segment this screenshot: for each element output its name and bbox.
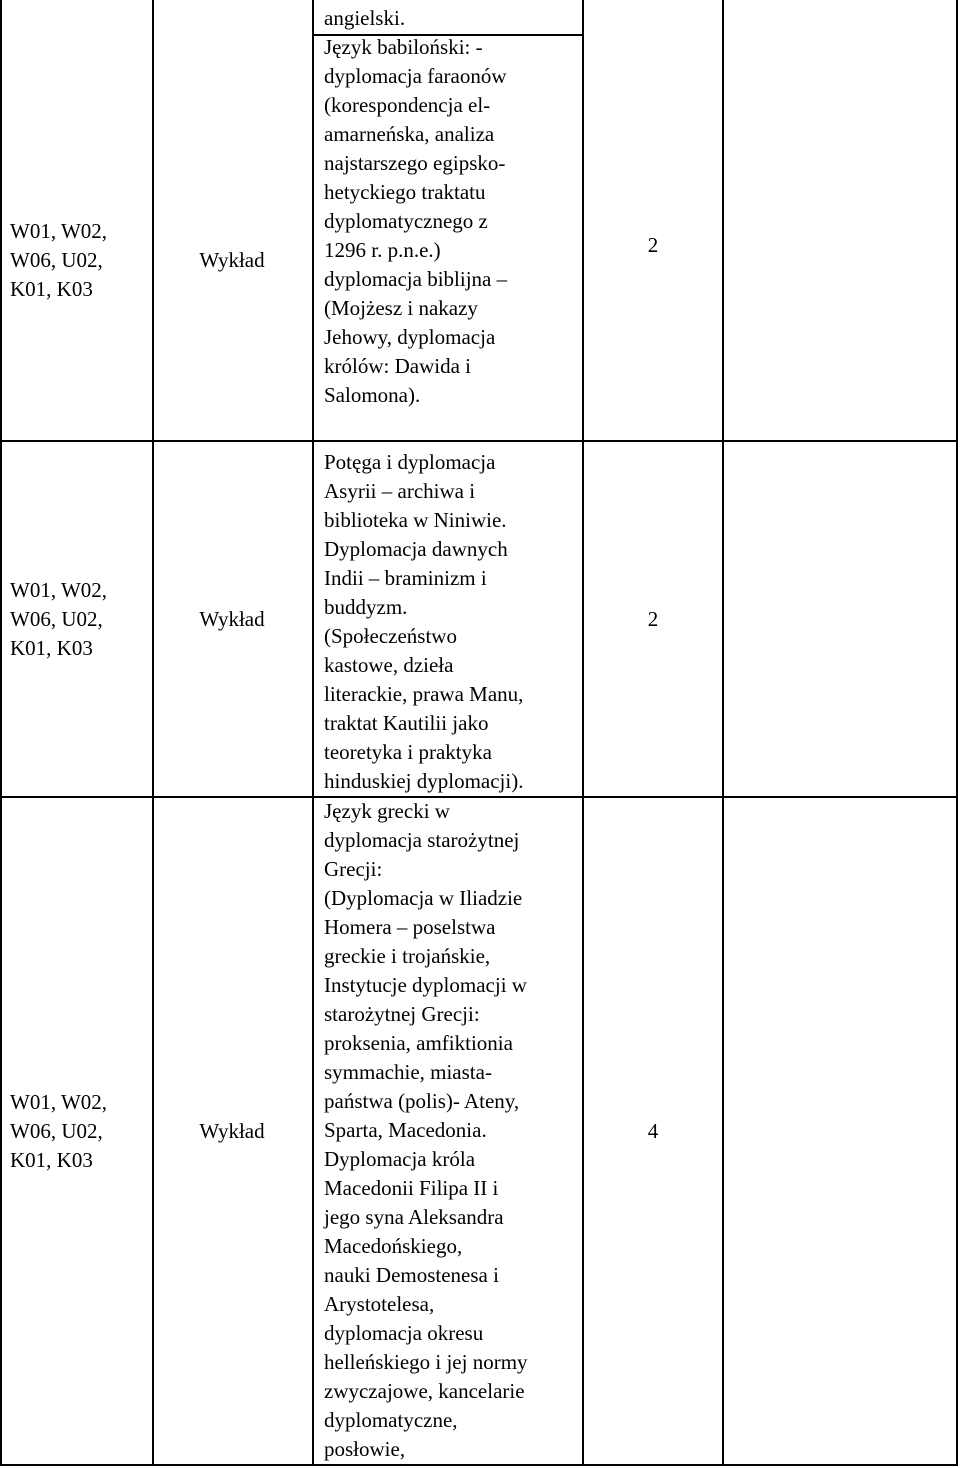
content-line: 1296 r. p.n.e.)	[324, 238, 441, 262]
content-line: najstarszego egipsko-	[324, 151, 506, 175]
content-line: literackie, prawa Manu,	[324, 682, 524, 706]
content-line: traktat Kautilii jako	[324, 711, 489, 735]
content-line: jego syna Aleksandra	[324, 1205, 504, 1229]
row-2-hours	[584, 442, 722, 796]
content-line: Język grecki w	[324, 799, 450, 823]
content-line: (Społeczeństwo	[324, 624, 457, 648]
content-line: państwa (polis)- Ateny,	[324, 1089, 520, 1113]
content-line: (Mojżesz i nakazy	[324, 296, 478, 320]
outcome-code-line: W01, W02,	[10, 218, 108, 243]
content-line: królów: Dawida i	[324, 354, 471, 378]
content-line: starożytnej Grecji:	[324, 1002, 480, 1026]
content-line: posłowie,	[324, 1437, 406, 1461]
content-line: zwyczajowe, kancelarie	[324, 1379, 525, 1403]
table-border-right	[956, 0, 958, 1466]
row-3-class-form	[154, 798, 310, 1464]
content-line: helleńskiego i jej normy	[324, 1350, 528, 1374]
content-line: Macedońskiego,	[324, 1234, 463, 1258]
content-line: dyplomatycznego z	[324, 209, 488, 233]
content-line: Grecji:	[324, 857, 383, 881]
outcome-code-line: W01, W02,	[10, 577, 108, 602]
content-line: buddyzm.	[324, 595, 408, 619]
content-line: Jehowy, dyplomacja	[324, 325, 496, 349]
content-line: kastowe, dzieła	[324, 653, 454, 677]
content-line: Instytucje dyplomacji w	[324, 973, 527, 997]
content-line: Macedonii Filipa II i	[324, 1176, 499, 1200]
row-3-learning-outcomes	[10, 798, 152, 1464]
content-line: Potęga i dyplomacja	[324, 450, 496, 474]
row-1-hours	[584, 120, 722, 370]
column-divider-4	[722, 0, 724, 1466]
row-1-class-form	[154, 120, 310, 400]
outcome-code-line: K01, K03	[10, 1147, 93, 1172]
hours-value: 2	[647, 606, 659, 631]
outcome-code-line: W06, U02,	[10, 606, 103, 631]
row-2-learning-outcomes	[10, 442, 152, 796]
table-border-left	[0, 0, 2, 1466]
hours-value: 2	[647, 232, 659, 257]
row-1-content	[324, 4, 580, 410]
content-line: Salomona).	[324, 383, 421, 407]
content-line: (korespondencja el-	[324, 93, 491, 117]
outcome-code-line: W06, U02,	[10, 247, 103, 272]
class-form-label: Wykład	[199, 247, 265, 272]
outcome-code-line: K01, K03	[10, 635, 93, 660]
class-form-label: Wykład	[199, 606, 265, 631]
content-line: symmachie, miasta-	[324, 1060, 492, 1084]
content-line: greckie i trojańskie,	[324, 944, 491, 968]
outcome-code-line: W01, W02,	[10, 1089, 108, 1114]
content-line: Dyplomacja dawnych	[324, 537, 508, 561]
content-line: Asyrii – archiwa i	[324, 479, 476, 503]
content-line: amarneńska, analiza	[324, 122, 495, 146]
content-line: Język babiloński: -	[324, 35, 483, 59]
content-line: dyplomatyczne,	[324, 1408, 458, 1432]
hours-value: 4	[647, 1118, 659, 1143]
content-line: Homera – poselstwa	[324, 915, 496, 939]
content-line: dyplomacja starożytnej	[324, 828, 520, 852]
row-2-class-form	[154, 442, 310, 796]
content-line: Dyplomacja króla	[324, 1147, 476, 1171]
content-line: hetyckiego traktatu	[324, 180, 486, 204]
content-line: dyplomacja biblijna –	[324, 267, 508, 291]
content-line: proksenia, amfiktionia	[324, 1031, 513, 1055]
content-line: dyplomacja faraonów	[324, 64, 507, 88]
column-divider-2	[312, 0, 314, 1466]
class-form-label: Wykład	[199, 1118, 265, 1143]
row-2-content	[324, 448, 580, 796]
outcome-code-line: W06, U02,	[10, 1118, 103, 1143]
row-3-hours	[584, 798, 722, 1464]
table-bottom-border	[0, 1464, 958, 1466]
content-line: dyplomacja okresu	[324, 1321, 484, 1345]
row-1-learning-outcomes	[10, 120, 152, 400]
outcome-code-line: K01, K03	[10, 276, 93, 301]
row-3-content	[324, 797, 580, 1464]
content-line: Arystotelesa,	[324, 1292, 435, 1316]
content-line: Indii – braminizm i	[324, 566, 487, 590]
content-line: angielski.	[324, 6, 406, 30]
content-line: teoretyka i praktyka	[324, 740, 492, 764]
content-line: (Dyplomacja w Iliadzie	[324, 886, 523, 910]
content-line: Sparta, Macedonia.	[324, 1118, 487, 1142]
content-line: nauki Demostenesa i	[324, 1263, 499, 1287]
content-line: hinduskiej dyplomacji).	[324, 769, 524, 793]
content-line: biblioteka w Niniwie.	[324, 508, 507, 532]
